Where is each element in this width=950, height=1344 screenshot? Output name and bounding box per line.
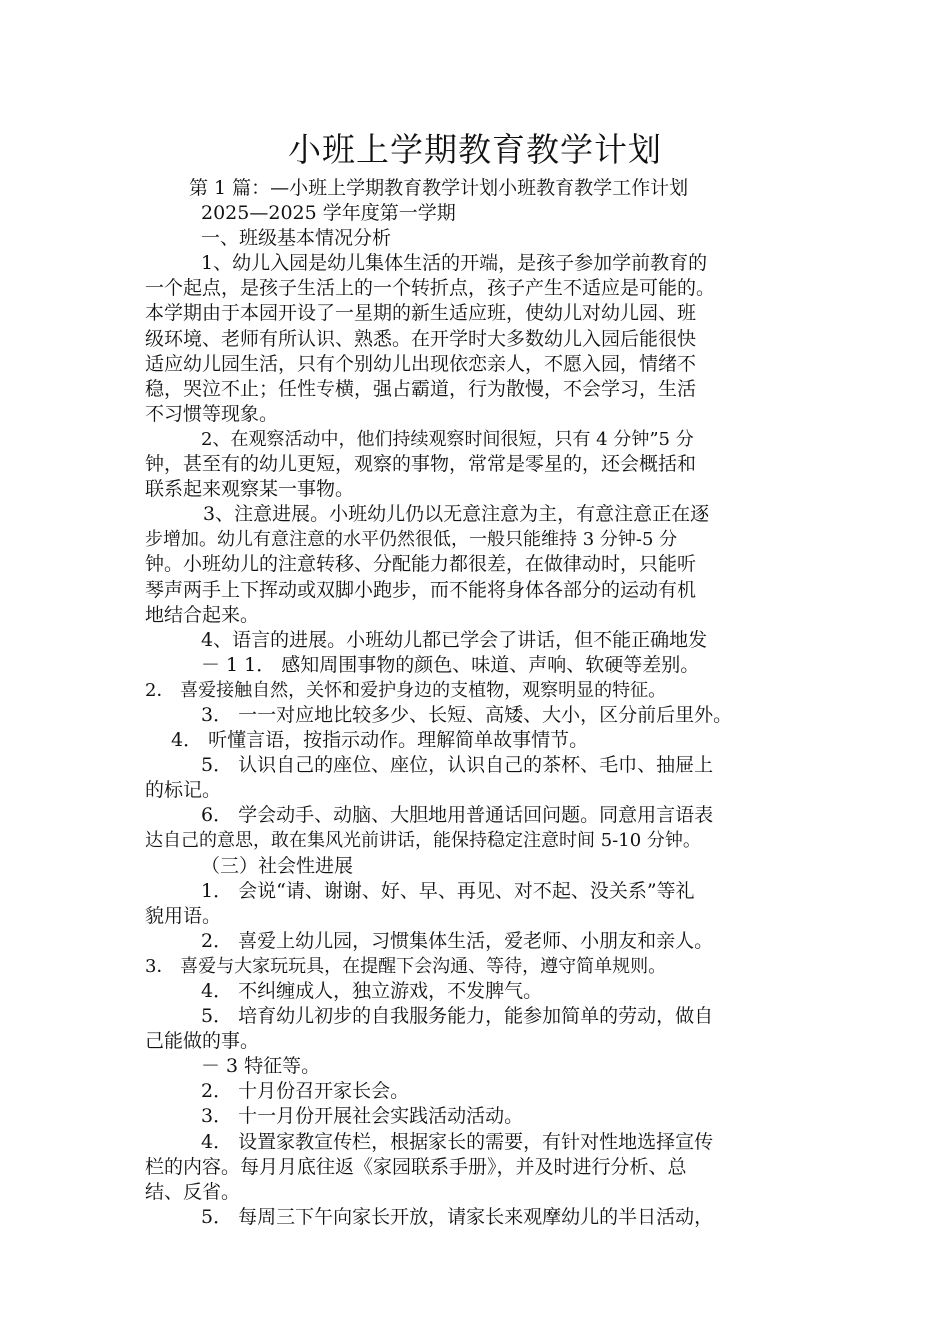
text-line: 稳，哭泣不止；任性专横，强占霸道，行为散慢，不会学习，生活 [145,377,697,400]
text-line: 4． 不纠缠成人，独立游戏，不发脾气。 [201,980,543,1002]
text-line: 4、语言的进展。小班幼儿都已学会了讲话，但不能正确地发 [201,628,708,651]
text-line: － 1 1． 感知周围事物的颜色、味道、声响、软硬等差别。 [201,653,700,676]
text-line: 5． 培育幼儿初步的自我服务能力，能参加简单的劳动，做自 [201,1005,714,1028]
text-line: 4． 设置家教宣传栏，根据家长的需要，有针对性地选择宣传 [201,1130,714,1153]
text-line: 2． 十月份召开家长会。 [201,1080,410,1103]
text-line: 2025—2025 学年度第一学期 [201,202,456,225]
text-line: 5． 认识自己的座位、座位，认识自己的茶杯、毛巾、抽屉上 [201,754,714,777]
text-line: 钟。小班幼儿的注意转移、分配能力都很差，在做律动时，只能听 [145,553,697,576]
document-title: 小班上学期教育教学计划 [288,130,662,169]
text-line: 的标记。 [145,779,222,802]
text-line: 琴声两手上下挥动或双脚小跑步，而不能将身体各部分的运动有机 [145,578,697,601]
text-line: 一个起点，是孩子生活上的一个转折点，孩子产生不适应是可能的。 [145,277,716,300]
text-line: 2． 喜爱上幼儿园，习惯集体生活，爱老师、小朋友和亲人。 [201,929,714,952]
text-line: 联系起来观察某一事物。 [145,478,355,501]
text-line: （三）社会性进展 [201,854,354,877]
text-line: 不习惯等现象。 [145,402,279,425]
text-line: 貌用语。 [145,904,222,927]
text-line: 5． 每周三下午向家长开放，请家长来观摩幼儿的半日活动， [201,1205,714,1228]
text-line: 2、在观察活动中，他们持续观察时间很短，只有 4 分钟”5 分 [201,428,694,450]
text-line: 1． 会说“请、谢谢、好、早、再见、对不起、没关系”等礼 [201,879,695,902]
text-line: 6． 学会动手、动脑、大胆地用普通话回问题。同意用言语表 [201,804,714,827]
text-line: 2． 喜爱接触自然，关怀和爱护身边的支植物，观察明显的特征。 [145,679,667,701]
text-line: 钟，甚至有的幼儿更短，观察的事物，常常是零星的，还会概括和 [145,453,697,476]
text-line: 级环境、老师有所认识、熟悉。在开学时大多数幼儿入园后能很快 [145,327,697,350]
text-line: 3． 一一对应地比较多少、长短、高矮、大小，区分前后里外。 [201,703,733,726]
text-line: － 3 特征等。 [201,1055,321,1078]
text-line: 适应幼儿园生活，只有个别幼儿出现依恋亲人，不愿入园，情绪不 [145,352,697,375]
text-line: 己能做的事。 [145,1030,260,1053]
text-line: 栏的内容。每月月底往返《家园联系手册》，并及时进行分析、总 [145,1155,687,1178]
text-line: 1、幼儿入园是幼儿集体生活的开端，是孩子参加学前教育的 [201,252,708,275]
text-line: 3． 十一月份开展社会实践活动活动。 [201,1105,524,1128]
text-line: 第 1 篇：—小班上学期教育教学计划小班教育教学工作计划 [189,177,689,199]
document-body [145,176,830,1230]
text-line: 步增加。幼儿有意注意的水平仍然很低，一般只能维持 3 分钟-5 分 [145,529,678,551]
text-line: 一、班级基本情况分析 [201,227,392,250]
text-line: 3、注意进展。小班幼儿仍以无意注意为主，有意注意正在逐 [203,503,710,526]
text-line: 达自己的意思，敢在集风光前讲话，能保持稳定注意时间 5-10 分钟。 [145,830,701,852]
text-line: 结、反省。 [145,1180,241,1203]
text-line: 4． 听懂言语，按指示动作。理解简单故事情节。 [171,729,589,752]
text-line: 3． 喜爱与大家玩玩具，在提醒下会沟通、等待，遵守简单规则。 [145,955,667,977]
text-line: 本学期由于本园开设了一星期的新生适应班，使幼儿对幼儿园、班 [145,302,697,325]
text-line: 地结合起来。 [145,603,260,626]
